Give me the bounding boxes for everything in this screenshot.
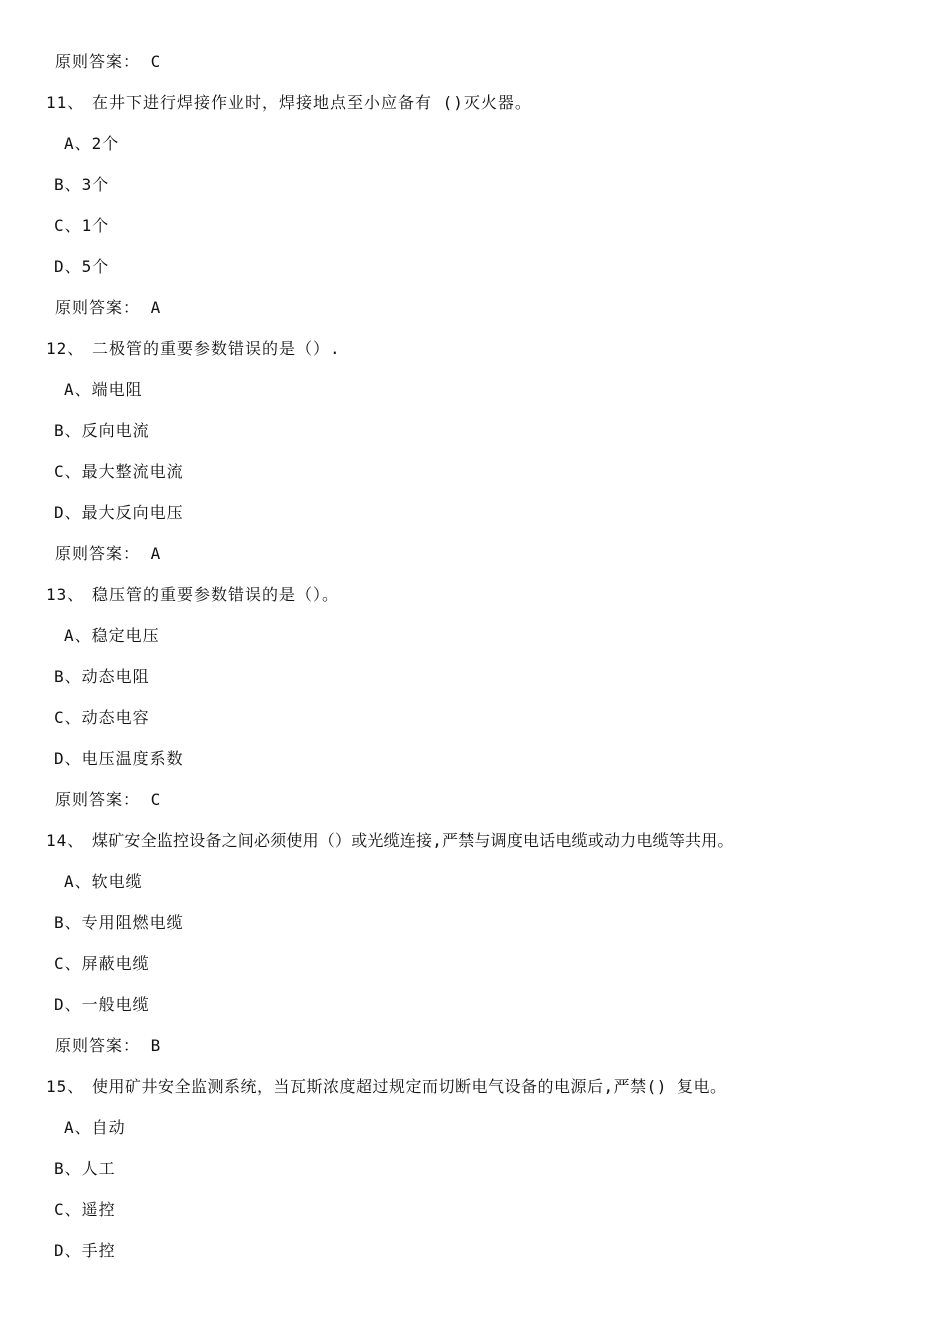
- question-15: [46, 1077, 727, 1097]
- option-d: D、一般电缆: [54, 995, 150, 1014]
- option-a: A、稳定电压: [64, 626, 160, 645]
- option-b: B、人工: [54, 1159, 116, 1178]
- answer-line: 原则答案： C: [55, 790, 162, 809]
- question-number: 12、: [46, 339, 85, 358]
- question-number: 14、: [46, 831, 85, 850]
- option-a: A、自动: [64, 1118, 126, 1137]
- option-a: A、端电阻: [64, 380, 143, 399]
- option-d: D、最大反向电压: [54, 503, 184, 522]
- option-c: C、最大整流电流: [54, 462, 184, 481]
- answer-line: 原则答案： A: [55, 298, 162, 317]
- option-c: C、屏蔽电缆: [54, 954, 150, 973]
- option-a: A、软电缆: [64, 872, 143, 891]
- question-11: [46, 93, 532, 113]
- question-number: 15、: [46, 1077, 85, 1096]
- question-12: [46, 339, 341, 359]
- answer-line: 原则答案： C: [55, 52, 162, 71]
- question-text: 稳压管的重要参数错误的是（）。: [92, 585, 340, 604]
- question-text: 煤矿安全监控设备之间必须使用（）或光缆连接,严禁与调度电话电缆或动力电缆等共用。: [92, 831, 734, 850]
- answer-line: 原则答案： B: [55, 1036, 162, 1055]
- question-14: [46, 831, 734, 851]
- question-text: 使用矿井安全监测系统，当瓦斯浓度超过规定而切断电气设备的电源后,严禁() 复电。: [92, 1077, 727, 1096]
- option-c: C、动态电容: [54, 708, 150, 727]
- question-number: 11、: [46, 93, 85, 112]
- option-c: C、遥控: [54, 1200, 116, 1219]
- option-a: A、2个: [64, 134, 120, 153]
- option-b: B、反向电流: [54, 421, 150, 440]
- option-d: D、电压温度系数: [54, 749, 184, 768]
- question-text: 在井下进行焊接作业时，焊接地点至小应备有 ()灭火器。: [92, 93, 532, 112]
- question-13: [46, 585, 339, 605]
- option-d: D、手控: [54, 1241, 116, 1260]
- question-number: 13、: [46, 585, 85, 604]
- option-d: D、5个: [54, 257, 110, 276]
- question-text: 二极管的重要参数错误的是（）.: [92, 339, 341, 358]
- option-b: B、3个: [54, 175, 110, 194]
- option-b: B、专用阻燃电缆: [54, 913, 184, 932]
- option-c: C、1个: [54, 216, 110, 235]
- option-b: B、动态电阻: [54, 667, 150, 686]
- answer-line: 原则答案： A: [55, 544, 162, 563]
